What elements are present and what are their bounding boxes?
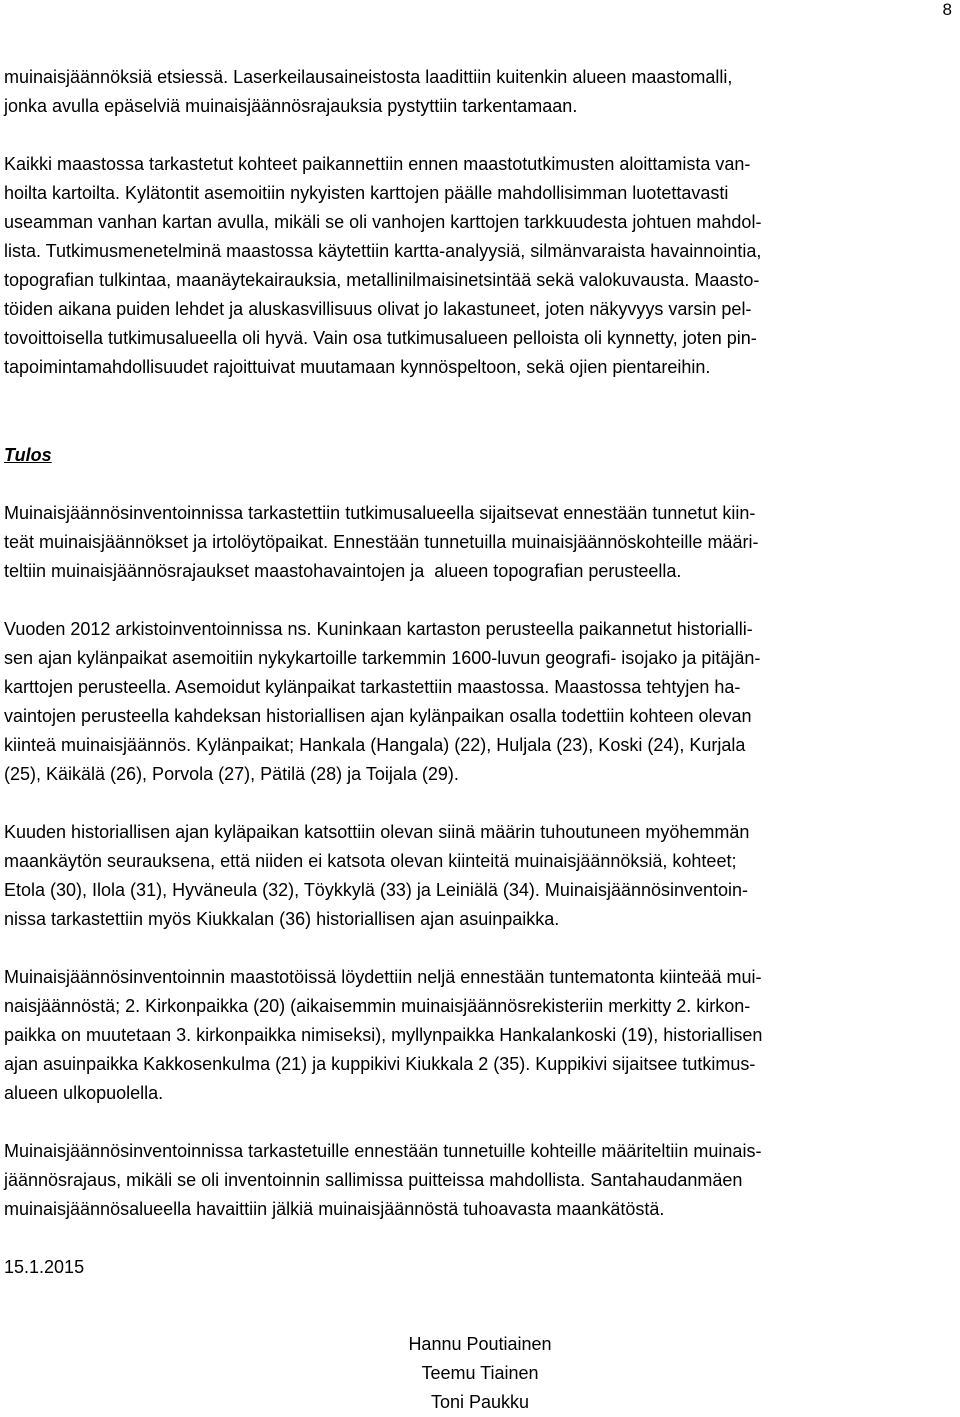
text-line: Vuoden 2012 arkistoinventoinnissa ns. Kuninkaan kartaston perusteella paikannetut historialli- — [4, 619, 753, 639]
paragraph-5 — [4, 818, 956, 934]
text-line: teät muinaisjäännökset ja irtolöytöpaikat. Ennestään tunnetuilla muinaisjäännöskohteille määri- — [4, 532, 759, 552]
text-line: jäännösrajaus, mikäli se oli inventoinnin sallimissa puitteissa mahdollista. Santahaudanmäen — [4, 1170, 743, 1190]
text-line: Kuuden historiallisen ajan kyläpaikan katsottiin olevan siinä määrin tuhoutuneen myöhemmän — [4, 822, 750, 842]
text-line: Muinaisjäännösinventoinnissa tarkastetuille ennestään tunnetuille kohteille määriteltiin muinais- — [4, 1141, 762, 1161]
section-heading: Tulos — [4, 445, 52, 465]
document-date: 15.1.2015 — [4, 1257, 85, 1277]
paragraph-4 — [4, 615, 956, 789]
text-line: töiden aikana puiden lehdet ja aluskasvillisuus olivat jo lakastuneet, joten näkyvyys varsin pel- — [4, 299, 752, 319]
signatory-name: Teemu Tiainen — [421, 1363, 539, 1383]
text-line: naisjäännöstä; 2. Kirkonpaikka (20) (aikaisemmin muinaisjäännösrekisteriin merkitty 2. kirkon- — [4, 996, 751, 1016]
paragraph-7 — [4, 1137, 956, 1224]
text-line: paikka on muutetaan 3. kirkonpaikka nimiseksi), myllynpaikka Hankalankoski (19), historiallisen — [4, 1025, 763, 1045]
text-line: Etola (30), Ilola (31), Hyväneula (32), Töykkylä (33) ja Leiniälä (34). Muinaisjäännösinventoin- — [4, 880, 749, 900]
text-line: maankäytön seurauksena, että niiden ei katsota olevan kiinteitä muinaisjäännöksiä, kohteet; — [4, 851, 737, 871]
text-line: karttojen perusteella. Asemoidut kylänpaikat tarkastettiin maastossa. Maastossa tehtyjen ha- — [4, 677, 741, 697]
text-line: hoilta kartoilta. Kylätontit asemoitiin nykyisten karttojen päälle mahdollisimman luotettavasti — [4, 183, 729, 203]
text-line: (25), Käikälä (26), Porvola (27), Pätilä (28) ja Toijala (29). — [4, 764, 459, 784]
text-line: muinaisjäännöksiä etsiessä. Laserkeilausaineistosta laadittiin kuitenkin alueen maastomalli, — [4, 67, 733, 87]
text-line: Muinaisjäännösinventoinnissa tarkastettiin tutkimusalueella sijaitsevat ennestään tunnetut kiin- — [4, 503, 756, 523]
text-line: alueen ulkopuolella. — [4, 1083, 164, 1103]
text-line: Muinaisjäännösinventoinnin maastotöissä löydettiin neljä ennestään tuntematonta kiinteää mui- — [4, 967, 762, 987]
text-line: muinaisjäännösalueella havaittiin jälkiä muinaisjäännöstä tuhoavasta maankätöstä. — [4, 1199, 665, 1219]
text-line: nissa tarkastettiin myös Kiukkalan (36) historiallisen ajan asuinpaikka. — [4, 909, 560, 929]
text-line: sen ajan kylänpaikat asemoitiin nykykartoille tarkemmin 1600-luvun geografi- isojako ja pitäjän- — [4, 648, 761, 668]
paragraph-2 — [4, 150, 956, 382]
text-line: teltiin muinaisjäännösrajaukset maastohavaintojen ja alueen topografian perusteella. — [4, 561, 682, 581]
paragraph-3 — [4, 499, 956, 586]
text-line: useamman vanhan kartan avulla, mikäli se oli vanhojen karttojen tarkkuudesta johtuen mahdol- — [4, 212, 762, 232]
text-line: lista. Tutkimusmenetelminä maastossa käytettiin kartta-analyysiä, silmänvaraista havainnointia, — [4, 241, 762, 261]
signature-block — [0, 1330, 960, 1417]
signatory-name: Hannu Poutiainen — [408, 1334, 552, 1354]
text-line: ajan asuinpaikka Kakkosenkulma (21) ja kuppikivi Kiukkala 2 (35). Kuppikivi sijaitsee tutkimus- — [4, 1054, 756, 1074]
text-line: Kaikki maastossa tarkastetut kohteet paikannettiin ennen maastotutkimusten aloittamista van- — [4, 154, 751, 174]
text-line: tovoittoisella tutkimusalueella oli hyvä. Vain osa tutkimusalueen pelloista oli kynnetty, joten pin- — [4, 328, 757, 348]
paragraph-6 — [4, 963, 956, 1108]
signatory-name: Toni Paukku — [430, 1392, 530, 1412]
text-line: tapoimintamahdollisuudet rajoittuivat muutamaan kynnöspeltoon, sekä ojien pientareihin. — [4, 357, 711, 377]
text-line: vaintojen perusteella kahdeksan historiallisen ajan kylänpaikan osalla todettiin kohteen olevan — [4, 706, 752, 726]
page-number: 8 — [942, 0, 952, 19]
paragraph-1 — [4, 63, 956, 121]
text-line: topografian tulkintaa, maanäytekairauksia, metallinilmaisinetsintää sekä valokuvausta. Maasto- — [4, 270, 760, 290]
text-line: kiinteä muinaisjäännös. Kylänpaikat; Hankala (Hangala) (22), Huljala (23), Koski (24), Kurjala — [4, 735, 746, 755]
text-line: jonka avulla epäselviä muinaisjäännösrajauksia pystyttiin tarkentamaan. — [4, 96, 578, 116]
document-body — [4, 63, 956, 1282]
